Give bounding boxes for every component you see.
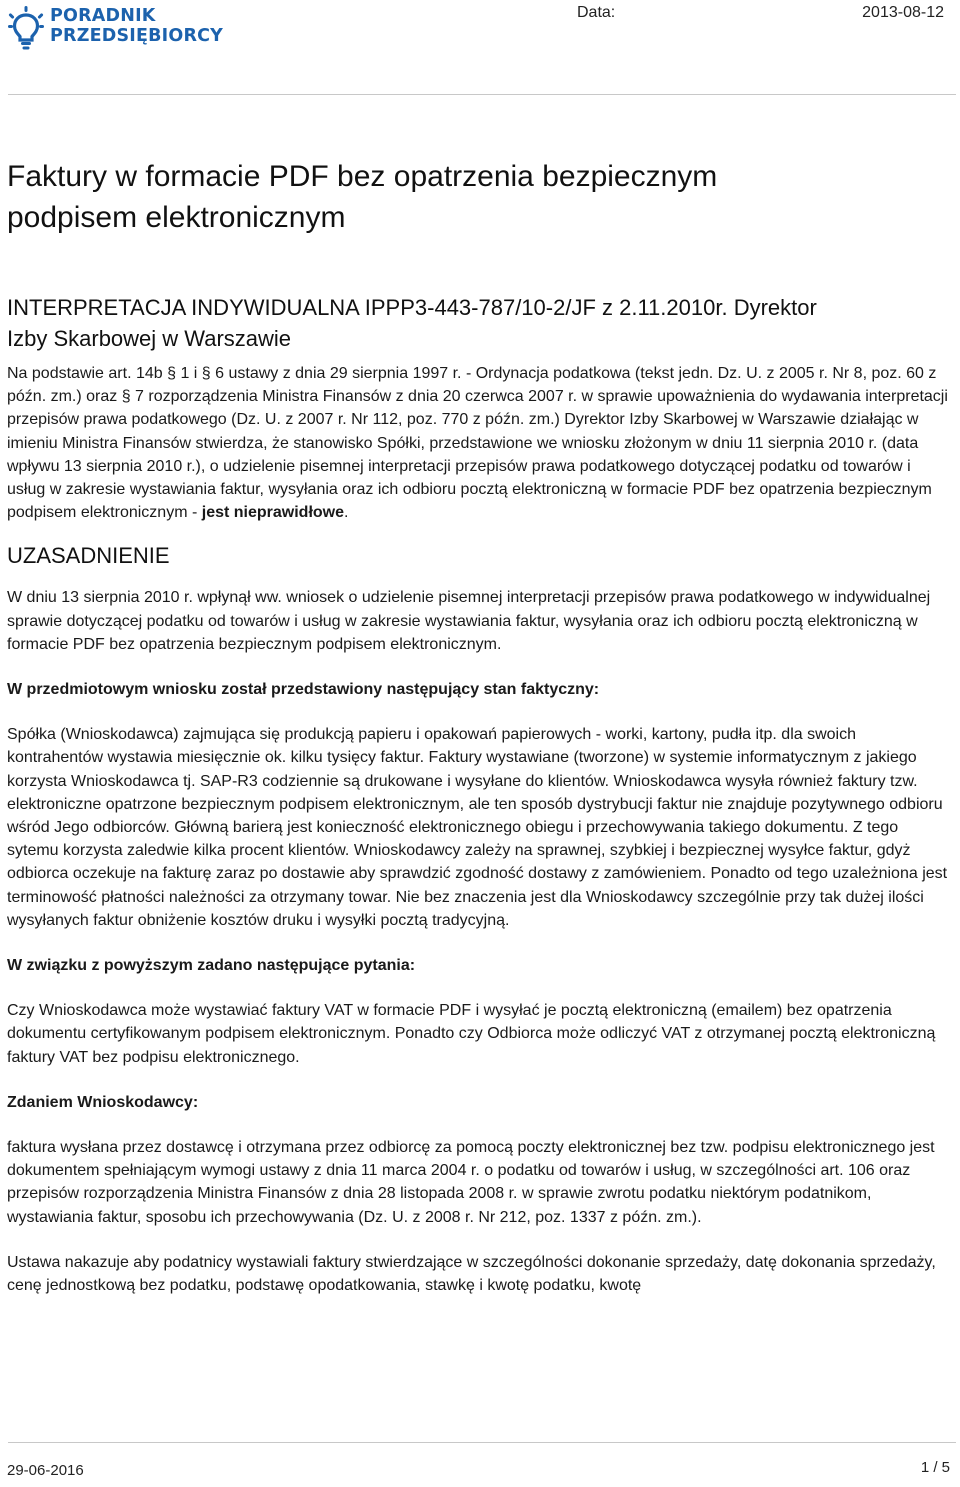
page-title bbox=[7, 156, 953, 238]
verdict-text: jest nieprawidłowe bbox=[201, 504, 345, 522]
logo-line-2: PRZEDSIĘBIORCY bbox=[50, 26, 224, 46]
paragraph-5: Ustawa nakazuje aby podatnicy wystawiali faktury stwierdzające w szczególności dokonanie sprzedaży, datę dokonania sprzedaży, cenę jednostkową bez podatku, podstawę opodatkowania, stawkę i kwotę podatku, kwotę bbox=[7, 1253, 936, 1295]
heading-applicant-position: Zdaniem Wnioskodawcy: bbox=[7, 1093, 199, 1111]
subtitle-line-2: Izby Skarbowej w Warszawie bbox=[7, 326, 292, 351]
page-number: 1 / 5 bbox=[920, 1459, 950, 1476]
intro-paragraph bbox=[7, 362, 953, 524]
interpretation-subtitle bbox=[7, 292, 953, 354]
logo-line-1: PORADNIK bbox=[50, 6, 156, 26]
page-title-line-1: Faktury w formacie PDF bez opatrzenia bezpiecznym bbox=[7, 160, 718, 193]
footer-date: 29-06-2016 bbox=[7, 1462, 84, 1479]
heading-questions: W związku z powyższym zadano następujące pytania: bbox=[7, 957, 416, 975]
page-header bbox=[0, 0, 960, 95]
page-title-line-2: podpisem elektronicznym bbox=[7, 201, 346, 234]
footer-divider bbox=[8, 1442, 956, 1443]
logo[interactable] bbox=[8, 6, 223, 50]
paragraph-4: faktura wysłana przez dostawcę i otrzymana przez odbiorcę za pomocą poczty elektronicznej bez tzw. podpisu elektronicznego jest dokumentem spełniającym wymogi ustawy z dnia 11 marca 2004 r. o podatku od towarów i usług, w szczególności art. 106 oraz przepisów rozporządzenia Ministra Finansów z dnia 28 listopada 2008 r. w sprawie zwrotu podatku niektórym podatnikom, wystawiania faktur, sposobu ich przechowywania (Dz. U. z 2008 r. Nr 212, poz. 1337 z późn. zm.). bbox=[7, 1139, 935, 1226]
intro-end: . bbox=[344, 504, 349, 522]
date-value: 2013-08-12 bbox=[862, 4, 944, 21]
paragraph-3: Czy Wnioskodawca może wystawiać faktury VAT w formacie PDF i wysyłać je pocztą elektroniczną (emailem) bez opatrzenia dokumentu certyfikowanym podpisem elektronicznym. Ponadto czy Odbiorca może odliczyć VAT z otrzymanej pocztą elektroniczną faktury VAT bez podpisu elektronicznego. bbox=[7, 1002, 936, 1066]
lightbulb-icon bbox=[8, 6, 44, 50]
heading-facts: W przedmiotowym wniosku został przedstawiony następujący stan faktyczny: bbox=[7, 681, 600, 699]
subtitle-line-1: INTERPRETACJA INDYWIDUALNA IPPP3-443-787/10-2/JF z 2.11.2010r. Dyrektor bbox=[7, 295, 817, 320]
section-heading: UZASADNIENIE bbox=[7, 543, 170, 569]
paragraph-2: Spółka (Wnioskodawca) zajmująca się produkcją papieru i opakowań papierowych - worki, kartony, pudła itp. dla swoich kontrahentów wystawia miesięcznie ok. kilku tysięcy faktur. Faktury wystawiane (tworzone) w systemie informatycznym z jakiego korzysta Wnioskodawca tj. SAP-R3 codziennie są drukowane i wysyłane do klientów. Wnioskodawca wysyła również faktury tzw. elektroniczne opatrzone bezpiecznym podpisem elektronicznym, ale ten sposób dystrybucji faktur nie znajduje pozytywnego odbioru wśród Jego odbiorców. Główną barierą jest konieczność elektronicznego obiegu i przechowywania takiego dokumentu. Z tego sytemu korzysta zaledwie kilka procent klientów. Wnioskodawcy zależy na sprawnej, szybkiej i bezpiecznej wysyłce faktur, gdyż odbiorca oczekuje na fakturę zaraz po dostawie aby sprawdzić zgodność dostawy z zamówieniem. Ponadto od tego uzależniona jest terminowość płatności należności za otrzymany towar. Nie bez znaczenia jest dla Wnioskodawcy szczególnie przy tak dużej ilości wysyłanych faktur obniżenie kosztów druku i wysyłki pocztą tradycyjną. bbox=[7, 726, 948, 929]
intro-text: Na podstawie art. 14b § 1 i § 6 ustawy z dnia 29 sierpnia 1997 r. - Ordynacja podatkowa (tekst jedn. Dz. U. z 2005 r. Nr 8, poz. 60 z późn. zm.) oraz § 7 rozporządzenia Ministra Finansów z dnia 20 czerwca 2007 r. w sprawie upoważnienia do wydawania interpretacji przepisów prawa podatkowego (Dz. U. z 2007 r. Nr 112, poz. 770 z późn. zm.) Dyrektor Izby Skarbowej w Warszawie działając w imieniu Ministra Finansów stwierdza, że stanowisko Spółki, przedstawione we wniosku złożonym w dniu 11 sierpnia 2010 r. (data wpływu 13 sierpnia 2010 r.), o udzielenie pisemnej interpretacji przepisów prawa podatkowego dotyczącej podatku od towarów i usług w zakresie wystawiania faktur, wysyłania oraz ich odbioru pocztą elektroniczną w formacie PDF bez opatrzenia bezpiecznym podpisem elektronicznym - bbox=[7, 365, 948, 522]
date-label: Data: bbox=[577, 4, 616, 21]
document-body bbox=[7, 156, 953, 1297]
paragraph-1: W dniu 13 sierpnia 2010 r. wpłynął ww. wniosek o udzielenie pisemnej interpretacji przepisów prawa podatkowego w indywidualnej sprawie dotyczącej podatku od towarów i usług w zakresie wystawiania faktur, wysyłania oraz ich odbioru pocztą elektroniczną w formacie PDF bez opatrzenia bezpiecznym podpisem elektronicznym. bbox=[7, 589, 931, 653]
header-divider bbox=[8, 94, 956, 95]
